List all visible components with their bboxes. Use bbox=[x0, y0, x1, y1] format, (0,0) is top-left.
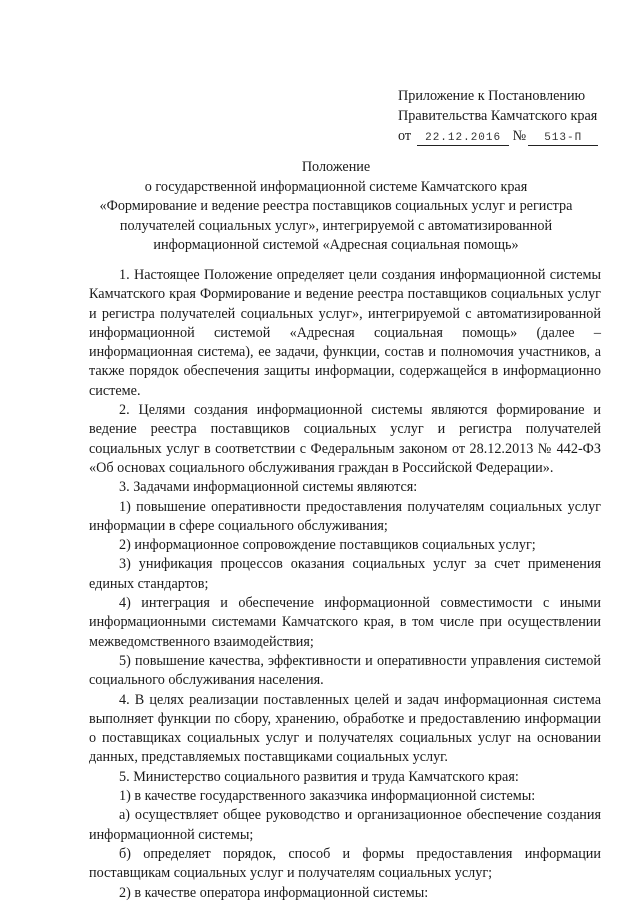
document-body bbox=[89, 266, 601, 903]
appendix-line-2: Правительства Камчатского края bbox=[398, 108, 598, 124]
paragraph-3-item-3: 3) унификация процессов оказания социальных услуг за счет применения единых стандартов; bbox=[89, 556, 601, 592]
paragraph-3-item-1: 1) повышение оперативности предоставления получателям социальных услуг информации в сфере социального обслуживания; bbox=[89, 498, 601, 534]
appendix-date-number bbox=[398, 126, 634, 146]
document-title bbox=[70, 158, 602, 256]
paragraph-4: 4. В целях реализации поставленных целей и задач информационная система выполняет функции по сбору, хранению, обработке и предоставлению информации о поставщиках социальных услуг и получателях социальных услуг на основании данных, представляемых поставщиками социальных услуг. bbox=[89, 691, 601, 766]
paragraph-3: 3. Задачами информационной системы являются: bbox=[119, 479, 418, 496]
paragraph-5-item-1b: б) определяет порядок, способ и формы предоставления информации поставщикам социальных услуг и получателям социальных услуг; bbox=[89, 845, 601, 882]
paragraph-1: 1. Настоящее Положение определяет цели создания информационной системы Камчатского края Формирование и ведение реестра поставщиков социальных услуг и регистра получателей социальных услуг», интегрируемой с автоматизированной информационной системой «Адресная социальная помощь» (далее – информационная система), ее задачи, функции, состав и полномочия участников, а также порядок обеспечения защиты информации, содержащейся в информационно системе. bbox=[89, 267, 601, 399]
appendix-date: 22.12.2016 bbox=[417, 131, 509, 146]
appendix-block bbox=[398, 86, 634, 146]
title-heading: Положение bbox=[301, 159, 371, 175]
title-line-3: получателей социальных услуг», интегрируемой с автоматизированной bbox=[119, 217, 553, 234]
appendix-from-label: от bbox=[398, 128, 412, 144]
appendix-line-1: Приложение к Постановлению bbox=[398, 88, 586, 104]
paragraph-5: 5. Министерство социального развития и труда Камчатского края: bbox=[119, 768, 519, 785]
paragraph-2: 2. Целями создания информационной системы являются формирование и ведение реестра поставщиков социальных услуг и регистра получателей социальных услуг в соответствии с Федеральным законом от 28.12.2013 № 442-ФЗ «Об основах социального обслуживания граждан в Российской Федерации». bbox=[89, 402, 601, 476]
paragraph-5-item-2: 2) в качестве оператора информационной системы: bbox=[119, 884, 429, 901]
paragraph-3-item-5: 5) повышение качества, эффективности и оперативности управления системой социального обслуживания населения. bbox=[89, 652, 601, 689]
paragraph-3-item-4: 4) интеграция и обеспечение информационной совместимости с иными информационными системами Камчатского края, в том числе при осуществлении межведомственного взаимодействия; bbox=[89, 595, 601, 650]
appendix-number-label: № bbox=[512, 128, 527, 144]
appendix-number: 513-П bbox=[528, 131, 598, 146]
title-line-4: информационной системой «Адресная социальная помощь» bbox=[153, 237, 519, 253]
title-line-1: о государственной информационной системе Камчатского края bbox=[144, 178, 528, 195]
title-line-2: «Формирование и ведение реестра поставщиков социальных услуг и регистра bbox=[99, 198, 573, 214]
paragraph-5-item-1a: а) осуществляет общее руководство и организационное обеспечение создания информационной системы; bbox=[89, 807, 601, 843]
paragraph-3-item-2: 2) информационное сопровождение поставщиков социальных услуг; bbox=[119, 537, 536, 554]
paragraph-5-item-1: 1) в качестве государственного заказчика информационной системы: bbox=[119, 788, 536, 805]
